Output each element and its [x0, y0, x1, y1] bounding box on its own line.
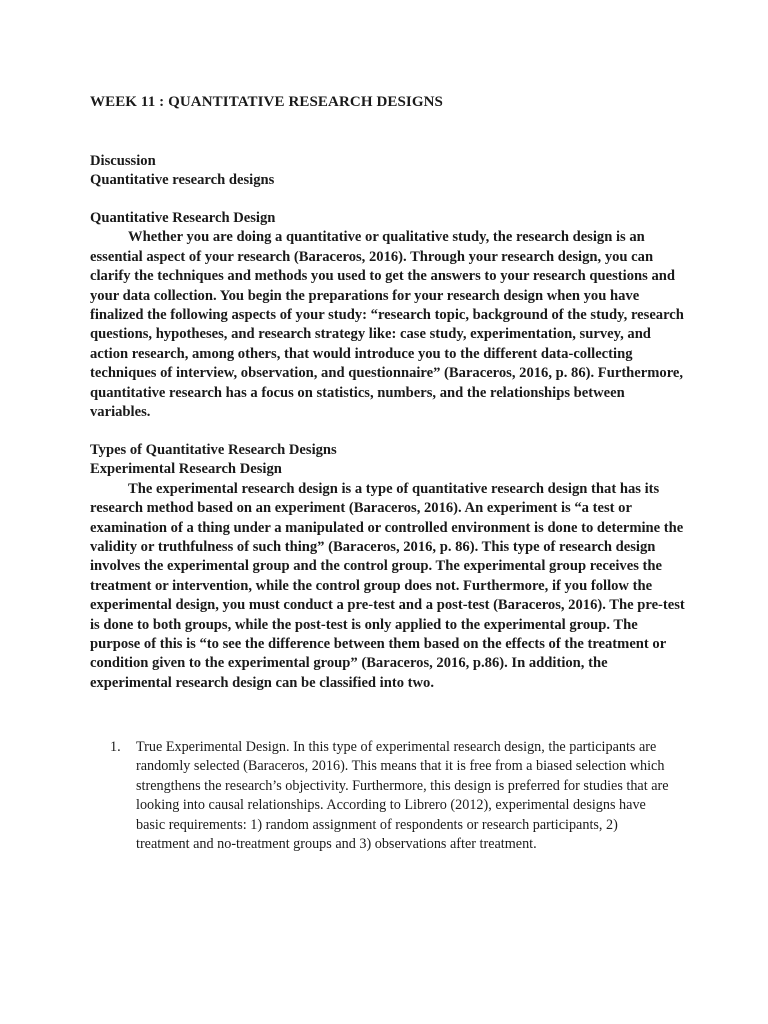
- discussion-block: [90, 152, 686, 191]
- section-types-of-designs: [90, 441, 686, 693]
- discussion-label: Discussion: [90, 153, 156, 169]
- list-item-text: True Experimental Design. In this type of experimental research design, the participants are randomly selected (Baraceros, 2016). This means that it is free from a biased selection which strengthens the research’s objectivity. Furthermore, this design is preferred for studies that are looking into causal relationships. According to Librero (2012), experimental designs have basic requirements: 1) random assignment of respondents or research participants, 2) treatment and no-treatment groups and 3) observations after treatment.: [136, 739, 669, 853]
- page-title: WEEK 11 : QUANTITATIVE RESEARCH DESIGNS: [90, 94, 444, 110]
- section-paragraph: The experimental research design is a type of quantitative research design that has its research method based on an experiment (Baraceros, 2016). An experiment is “a test or examination of a thing under a manipulated or controlled environment is done to determine the validity or truthfulness of such thing” (Baraceros, 2016, p. 86). This type of research design involves the experimental group and the control group. The experimental group receives the treatment or intervention, while the control group does not. Furthermore, if you follow the experimental design, you must conduct a pre-test and a post-test (Baraceros, 2016). The pre-test is done to both groups, while the post-test is only applied to the experimental group. The purpose of this is “to see the difference between them based on the effects of the treatment or condition given to the experimental group” (Baraceros, 2016, p.86). In addition, the experimental research design can be classified into two.: [90, 480, 685, 691]
- section-paragraph: Whether you are doing a quantitative or qualitative study, the research design is an essential aspect of your research (Baraceros, 2016). Through your research design, you can clarify the techniques and methods you used to get the answers to your research questions and your data collection. You begin the preparations for your research design when you have finalized the following aspects of your study: “research topic, background of the study, research questions, hypotheses, and research strategy like: case study, experimentation, survey, and action research, among others, that would introduce you to the different data-collecting techniques of interview, observation, and questionnaire” (Baraceros, 2016, p. 86). Furthermore, quantitative research has a focus on statistics, numbers, and the relationships between variables.: [90, 229, 684, 421]
- list-item: [110, 738, 670, 854]
- list-item-number: 1.: [110, 739, 121, 755]
- section-subheading: Experimental Research Design: [90, 461, 282, 478]
- discussion-subtitle: Quantitative research designs: [90, 172, 275, 189]
- section-heading: Types of Quantitative Research Designs: [90, 442, 337, 458]
- section-heading: Quantitative Research Design: [90, 210, 276, 226]
- numbered-list: [110, 738, 670, 854]
- section-quantitative-research-design: [90, 209, 686, 422]
